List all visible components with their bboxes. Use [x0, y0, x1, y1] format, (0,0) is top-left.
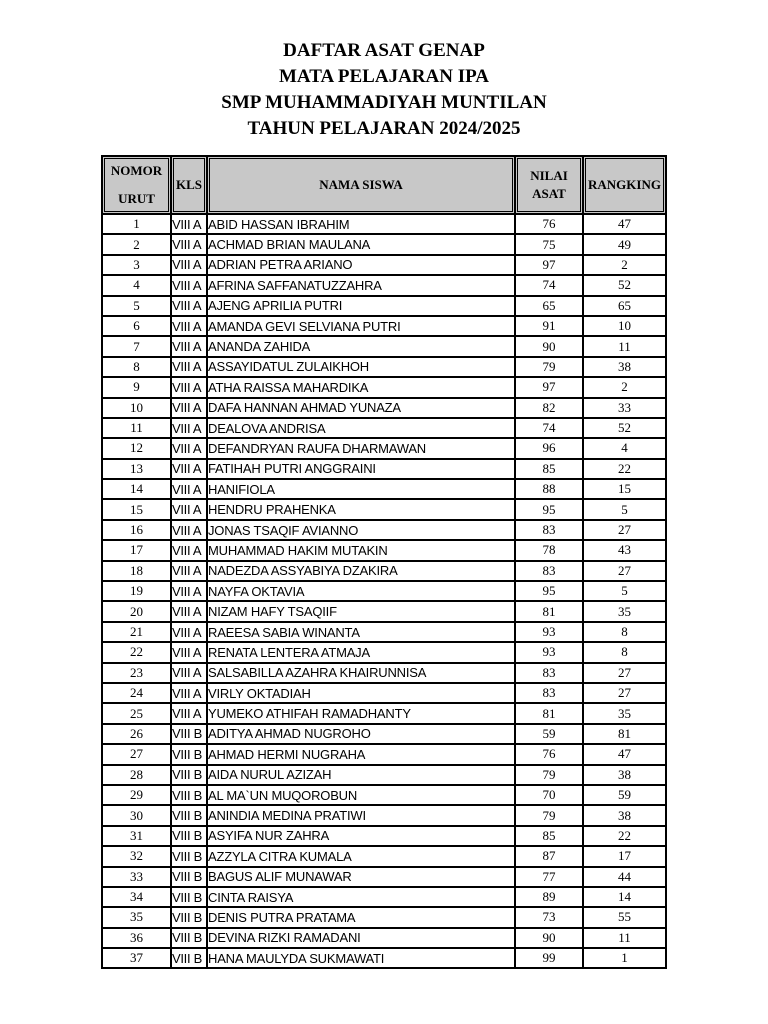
cell-nilai-asat: 99	[515, 948, 583, 968]
header-rangking: RANGKING	[583, 156, 666, 214]
cell-kelas: VIII A	[171, 214, 207, 234]
cell-nilai-asat: 97	[515, 377, 583, 397]
cell-nomor: 3	[102, 255, 171, 275]
cell-kelas: VIII A	[171, 499, 207, 519]
document-title	[0, 38, 768, 142]
cell-nomor: 14	[102, 479, 171, 499]
cell-nomor: 29	[102, 785, 171, 805]
cell-nomor: 32	[102, 846, 171, 866]
cell-kelas: VIII A	[171, 663, 207, 683]
cell-rangking: 22	[583, 826, 666, 846]
cell-nilai-asat: 83	[515, 561, 583, 581]
table-row	[102, 805, 666, 825]
cell-kelas: VIII B	[171, 724, 207, 744]
header-nama-siswa: NAMA SISWA	[207, 156, 515, 214]
cell-rangking: 47	[583, 744, 666, 764]
cell-nama-siswa: HANA MAULYDA SUKMAWATI	[207, 948, 515, 968]
cell-nilai-asat: 83	[515, 683, 583, 703]
cell-nomor: 30	[102, 805, 171, 825]
table-row	[102, 459, 666, 479]
cell-nilai-asat: 96	[515, 438, 583, 458]
cell-nomor: 15	[102, 499, 171, 519]
cell-nomor: 33	[102, 867, 171, 887]
cell-kelas: VIII B	[171, 928, 207, 948]
cell-nilai-asat: 78	[515, 540, 583, 560]
cell-rangking: 35	[583, 601, 666, 621]
header-kls: KLS	[171, 156, 207, 214]
table-row	[102, 255, 666, 275]
table-row	[102, 622, 666, 642]
cell-nomor: 22	[102, 642, 171, 662]
cell-nilai-asat: 83	[515, 520, 583, 540]
title-line-3: SMP MUHAMMADIYAH MUNTILAN	[221, 92, 547, 113]
table-body	[102, 214, 666, 968]
cell-nilai-asat: 75	[515, 234, 583, 254]
cell-kelas: VIII A	[171, 438, 207, 458]
cell-kelas: VIII A	[171, 459, 207, 479]
table-row	[102, 234, 666, 254]
table-row	[102, 214, 666, 234]
cell-nilai-asat: 82	[515, 398, 583, 418]
cell-kelas: VIII B	[171, 765, 207, 785]
cell-nilai-asat: 97	[515, 255, 583, 275]
cell-rangking: 47	[583, 214, 666, 234]
cell-nama-siswa: CINTA RAISYA	[207, 887, 515, 907]
cell-nama-siswa: ASSAYIDATUL ZULAIKHOH	[207, 357, 515, 377]
cell-nama-siswa: NAYFA OKTAVIA	[207, 581, 515, 601]
cell-kelas: VIII A	[171, 398, 207, 418]
table-row	[102, 581, 666, 601]
cell-kelas: VIII B	[171, 867, 207, 887]
title-line-2: MATA PELAJARAN IPA	[278, 66, 490, 87]
cell-kelas: VIII A	[171, 296, 207, 316]
table-row	[102, 846, 666, 866]
grade-table	[101, 155, 667, 969]
cell-kelas: VIII B	[171, 785, 207, 805]
cell-nama-siswa: AMANDA GEVI SELVIANA PUTRI	[207, 316, 515, 336]
cell-nama-siswa: AFRINA SAFFANATUZZAHRA	[207, 275, 515, 295]
table-row	[102, 826, 666, 846]
cell-nama-siswa: ABID HASSAN IBRAHIM	[207, 214, 515, 234]
cell-nilai-asat: 79	[515, 805, 583, 825]
cell-kelas: VIII B	[171, 887, 207, 907]
table-row	[102, 887, 666, 907]
cell-rangking: 14	[583, 887, 666, 907]
header-nomor-label: NOMOR	[110, 163, 163, 178]
cell-nomor: 7	[102, 336, 171, 356]
cell-rangking: 17	[583, 846, 666, 866]
cell-kelas: VIII A	[171, 642, 207, 662]
cell-rangking: 81	[583, 724, 666, 744]
table-row	[102, 336, 666, 356]
cell-kelas: VIII B	[171, 744, 207, 764]
cell-kelas: VIII A	[171, 581, 207, 601]
cell-rangking: 2	[583, 377, 666, 397]
cell-nilai-asat: 89	[515, 887, 583, 907]
cell-nomor: 28	[102, 765, 171, 785]
cell-rangking: 27	[583, 520, 666, 540]
cell-nomor: 4	[102, 275, 171, 295]
cell-rangking: 1	[583, 948, 666, 968]
cell-nomor: 13	[102, 459, 171, 479]
cell-nomor: 11	[102, 418, 171, 438]
cell-nama-siswa: ANINDIA MEDINA PRATIWI	[207, 805, 515, 825]
cell-nomor: 2	[102, 234, 171, 254]
cell-nilai-asat: 79	[515, 765, 583, 785]
cell-rangking: 27	[583, 561, 666, 581]
cell-nomor: 27	[102, 744, 171, 764]
cell-nilai-asat: 87	[515, 846, 583, 866]
cell-nama-siswa: JONAS TSAQIF AVIANNO	[207, 520, 515, 540]
cell-rangking: 27	[583, 683, 666, 703]
cell-nilai-asat: 93	[515, 642, 583, 662]
cell-nilai-asat: 91	[515, 316, 583, 336]
cell-nilai-asat: 77	[515, 867, 583, 887]
cell-rangking: 22	[583, 459, 666, 479]
cell-kelas: VIII A	[171, 336, 207, 356]
cell-nama-siswa: HENDRU PRAHENKA	[207, 499, 515, 519]
cell-nilai-asat: 88	[515, 479, 583, 499]
table-row	[102, 765, 666, 785]
cell-rangking: 5	[583, 499, 666, 519]
cell-nama-siswa: ATHA RAISSA MAHARDIKA	[207, 377, 515, 397]
cell-nama-siswa: AHMAD HERMI NUGRAHA	[207, 744, 515, 764]
cell-kelas: VIII A	[171, 255, 207, 275]
table-row	[102, 683, 666, 703]
cell-nilai-asat: 95	[515, 499, 583, 519]
cell-nomor: 23	[102, 663, 171, 683]
table-row	[102, 357, 666, 377]
table-row	[102, 663, 666, 683]
cell-nama-siswa: AZZYLA CITRA KUMALA	[207, 846, 515, 866]
table-row	[102, 724, 666, 744]
cell-nama-siswa: ANANDA ZAHIDA	[207, 336, 515, 356]
cell-nama-siswa: ACHMAD BRIAN MAULANA	[207, 234, 515, 254]
cell-kelas: VIII B	[171, 948, 207, 968]
cell-kelas: VIII B	[171, 826, 207, 846]
cell-kelas: VIII B	[171, 805, 207, 825]
cell-kelas: VIII B	[171, 846, 207, 866]
cell-nomor: 18	[102, 561, 171, 581]
table-row	[102, 377, 666, 397]
cell-rangking: 55	[583, 907, 666, 927]
cell-kelas: VIII A	[171, 561, 207, 581]
cell-nilai-asat: 59	[515, 724, 583, 744]
cell-kelas: VIII A	[171, 683, 207, 703]
cell-nomor: 10	[102, 398, 171, 418]
header-nomor-urut	[102, 156, 171, 214]
table-row	[102, 703, 666, 723]
cell-rangking: 4	[583, 438, 666, 458]
cell-nomor: 37	[102, 948, 171, 968]
cell-kelas: VIII A	[171, 479, 207, 499]
cell-nama-siswa: BAGUS ALIF MUNAWAR	[207, 867, 515, 887]
cell-kelas: VIII A	[171, 357, 207, 377]
cell-nama-siswa: HANIFIOLA	[207, 479, 515, 499]
table-row	[102, 479, 666, 499]
cell-nomor: 31	[102, 826, 171, 846]
cell-rangking: 2	[583, 255, 666, 275]
cell-nama-siswa: FATIHAH PUTRI ANGGRAINI	[207, 459, 515, 479]
table-row	[102, 499, 666, 519]
table-row	[102, 561, 666, 581]
cell-rangking: 10	[583, 316, 666, 336]
cell-nilai-asat: 76	[515, 214, 583, 234]
cell-nama-siswa: DEALOVA ANDRISA	[207, 418, 515, 438]
cell-nama-siswa: AJENG APRILIA PUTRI	[207, 296, 515, 316]
cell-kelas: VIII A	[171, 601, 207, 621]
cell-rangking: 35	[583, 703, 666, 723]
cell-rangking: 38	[583, 357, 666, 377]
table-row	[102, 744, 666, 764]
cell-nomor: 17	[102, 540, 171, 560]
table-row	[102, 601, 666, 621]
table-row	[102, 540, 666, 560]
cell-rangking: 65	[583, 296, 666, 316]
cell-nama-siswa: DEVINA RIZKI RAMADANI	[207, 928, 515, 948]
table-row	[102, 418, 666, 438]
cell-kelas: VIII A	[171, 275, 207, 295]
title-line-4: TAHUN PELAJARAN 2024/2025	[247, 118, 521, 139]
table-header-row	[102, 156, 666, 214]
cell-nilai-asat: 85	[515, 826, 583, 846]
cell-nama-siswa: DAFA HANNAN AHMAD YUNAZA	[207, 398, 515, 418]
cell-nama-siswa: ASYIFA NUR ZAHRA	[207, 826, 515, 846]
cell-rangking: 27	[583, 663, 666, 683]
cell-nomor: 26	[102, 724, 171, 744]
cell-kelas: VIII A	[171, 520, 207, 540]
cell-nomor: 9	[102, 377, 171, 397]
cell-nomor: 6	[102, 316, 171, 336]
cell-rangking: 38	[583, 805, 666, 825]
cell-rangking: 44	[583, 867, 666, 887]
cell-nilai-asat: 90	[515, 336, 583, 356]
cell-rangking: 11	[583, 928, 666, 948]
cell-nilai-asat: 93	[515, 622, 583, 642]
cell-nama-siswa: VIRLY OKTADIAH	[207, 683, 515, 703]
cell-nama-siswa: DENIS PUTRA PRATAMA	[207, 907, 515, 927]
cell-nilai-asat: 81	[515, 601, 583, 621]
cell-nilai-asat: 95	[515, 581, 583, 601]
cell-nomor: 1	[102, 214, 171, 234]
cell-nama-siswa: SALSABILLA AZAHRA KHAIRUNNISA	[207, 663, 515, 683]
cell-nama-siswa: NADEZDA ASSYABIYA DZAKIRA	[207, 561, 515, 581]
table-row	[102, 642, 666, 662]
header-urut-label: URUT	[118, 191, 155, 206]
cell-rangking: 52	[583, 275, 666, 295]
cell-nomor: 25	[102, 703, 171, 723]
header-asat-label: ASAT	[532, 186, 566, 201]
table-row	[102, 398, 666, 418]
cell-nilai-asat: 70	[515, 785, 583, 805]
header-nilai-asat	[515, 156, 583, 214]
cell-nama-siswa: MUHAMMAD HAKIM MUTAKIN	[207, 540, 515, 560]
cell-nomor: 21	[102, 622, 171, 642]
cell-nilai-asat: 90	[515, 928, 583, 948]
header-nilai-label: NILAI	[530, 168, 568, 183]
cell-kelas: VIII A	[171, 622, 207, 642]
table-row	[102, 316, 666, 336]
cell-rangking: 8	[583, 622, 666, 642]
cell-nama-siswa: ADITYA AHMAD NUGROHO	[207, 724, 515, 744]
table-row	[102, 948, 666, 968]
cell-nomor: 36	[102, 928, 171, 948]
table-row	[102, 907, 666, 927]
cell-kelas: VIII A	[171, 418, 207, 438]
cell-nomor: 12	[102, 438, 171, 458]
table-row	[102, 296, 666, 316]
cell-nilai-asat: 65	[515, 296, 583, 316]
cell-nomor: 19	[102, 581, 171, 601]
cell-nama-siswa: NIZAM HAFY TSAQIIF	[207, 601, 515, 621]
cell-kelas: VIII B	[171, 907, 207, 927]
cell-nilai-asat: 83	[515, 663, 583, 683]
cell-nilai-asat: 76	[515, 744, 583, 764]
cell-rangking: 49	[583, 234, 666, 254]
cell-rangking: 52	[583, 418, 666, 438]
cell-rangking: 38	[583, 765, 666, 785]
cell-nomor: 5	[102, 296, 171, 316]
cell-nomor: 16	[102, 520, 171, 540]
cell-rangking: 59	[583, 785, 666, 805]
cell-nomor: 35	[102, 907, 171, 927]
cell-nilai-asat: 73	[515, 907, 583, 927]
cell-kelas: VIII A	[171, 316, 207, 336]
cell-kelas: VIII A	[171, 234, 207, 254]
cell-nama-siswa: RENATA LENTERA ATMAJA	[207, 642, 515, 662]
cell-rangking: 15	[583, 479, 666, 499]
cell-kelas: VIII A	[171, 703, 207, 723]
table-row	[102, 928, 666, 948]
cell-nama-siswa: AL MA`UN MUQOROBUN	[207, 785, 515, 805]
cell-nomor: 24	[102, 683, 171, 703]
cell-rangking: 33	[583, 398, 666, 418]
cell-rangking: 5	[583, 581, 666, 601]
cell-nomor: 34	[102, 887, 171, 907]
cell-nama-siswa: AIDA NURUL AZIZAH	[207, 765, 515, 785]
cell-rangking: 43	[583, 540, 666, 560]
cell-nilai-asat: 79	[515, 357, 583, 377]
cell-nama-siswa: YUMEKO ATHIFAH RAMADHANTY	[207, 703, 515, 723]
cell-nilai-asat: 85	[515, 459, 583, 479]
cell-nomor: 8	[102, 357, 171, 377]
cell-nama-siswa: RAEESA SABIA WINANTA	[207, 622, 515, 642]
cell-rangking: 8	[583, 642, 666, 662]
cell-nilai-asat: 81	[515, 703, 583, 723]
cell-rangking: 11	[583, 336, 666, 356]
table-row	[102, 438, 666, 458]
table-row	[102, 275, 666, 295]
cell-kelas: VIII A	[171, 377, 207, 397]
table-row	[102, 785, 666, 805]
table-row	[102, 520, 666, 540]
title-line-1: DAFTAR ASAT GENAP	[283, 40, 485, 61]
cell-kelas: VIII A	[171, 540, 207, 560]
cell-nilai-asat: 74	[515, 275, 583, 295]
table-row	[102, 867, 666, 887]
cell-nomor: 20	[102, 601, 171, 621]
cell-nama-siswa: ADRIAN PETRA ARIANO	[207, 255, 515, 275]
cell-nilai-asat: 74	[515, 418, 583, 438]
cell-nama-siswa: DEFANDRYAN RAUFA DHARMAWAN	[207, 438, 515, 458]
